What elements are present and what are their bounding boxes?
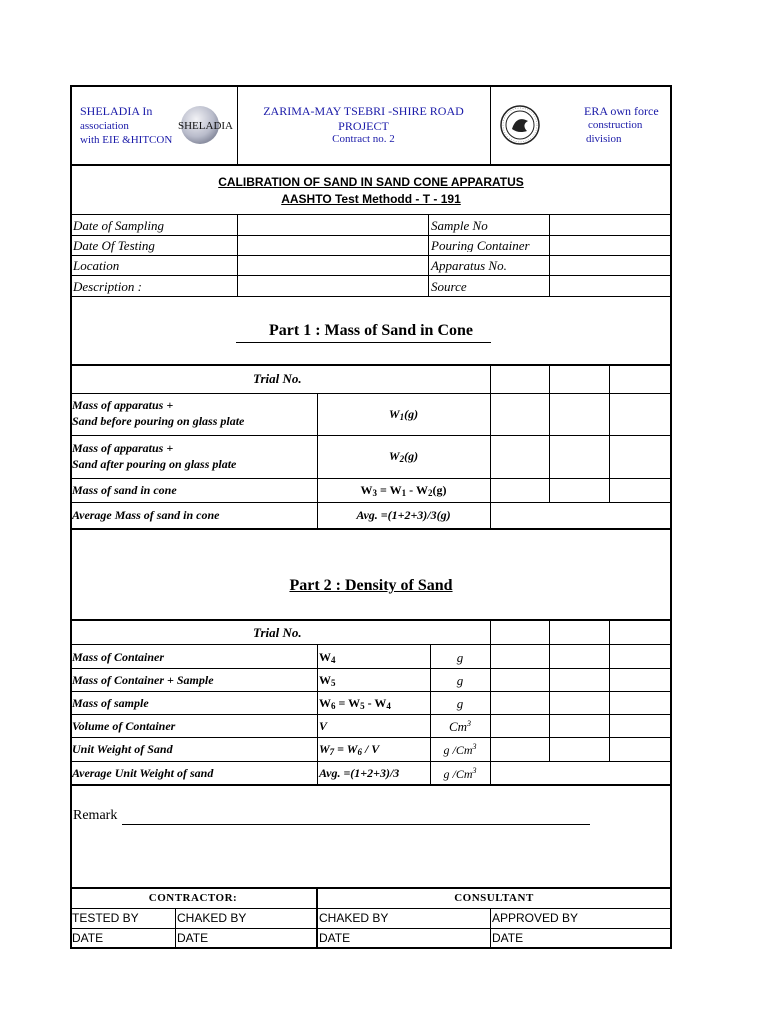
- w6-trial-3-cell[interactable]: [610, 692, 670, 714]
- border-top: [70, 85, 672, 87]
- w4-unit: g: [456, 650, 464, 665]
- part1-heading-underline: [236, 342, 491, 343]
- part2-trial-1-cell[interactable]: [491, 622, 549, 644]
- avg-unit-weight-cell[interactable]: [491, 762, 670, 784]
- v-trial-1-cell[interactable]: [491, 715, 549, 737]
- w6-trial-1-cell[interactable]: [491, 692, 549, 714]
- w6-unit: g: [456, 696, 464, 711]
- v-unit: Cm$^3$: [448, 719, 472, 734]
- v-trial-3-cell[interactable]: [610, 715, 670, 737]
- apparatus-no-label: Apparatus No.: [431, 258, 507, 273]
- era-line1: ERA own force: [584, 104, 659, 118]
- header-org-line1: SHELADIA In: [80, 104, 153, 118]
- date-of-testing-label: Date Of Testing: [73, 238, 155, 253]
- row-avg-label: Average Mass of sand in cone: [72, 508, 220, 522]
- w4-trial-3-cell[interactable]: [610, 645, 670, 668]
- description-field[interactable]: [238, 276, 428, 296]
- row-w2-symbol: $W_2(g)$: [388, 449, 419, 464]
- era-seal-icon: [499, 97, 541, 153]
- project-title-line1: ZARIMA-MAY TSEBRI -SHIRE ROAD: [263, 104, 464, 118]
- w5-trial-1-cell[interactable]: [491, 669, 549, 691]
- w5-trial-2-cell[interactable]: [550, 669, 609, 691]
- v-trial-2-cell[interactable]: [550, 715, 609, 737]
- consultant-checked-by-label: CHAKED BY: [319, 911, 389, 925]
- sample-no-label: Sample No: [431, 218, 488, 233]
- era-emblem: [499, 97, 541, 153]
- sample-no-field[interactable]: [550, 216, 670, 235]
- era-line3: division: [586, 133, 622, 145]
- logo-text: SHELADIA: [178, 120, 233, 132]
- contract-no: Contract no. 2: [332, 133, 395, 145]
- part1-trial-2-cell[interactable]: [550, 367, 609, 393]
- v-symbol: V: [319, 719, 328, 733]
- mass-of-container-label: Mass of Container: [72, 650, 165, 664]
- calibration-form: [70, 85, 672, 949]
- border-bottom: [70, 947, 672, 949]
- part1-trial-1-cell[interactable]: [491, 367, 549, 393]
- w5-trial-3-cell[interactable]: [610, 669, 670, 691]
- approved-by-label: APPROVED BY: [492, 911, 579, 925]
- form-title: CALIBRATION OF SAND IN SAND CONE APPARATUS: [218, 175, 524, 189]
- test-method: AASHTO Test Methodd - T - 191: [281, 192, 461, 206]
- row-w2-label-2: Sand after pouring on glass plate: [72, 457, 237, 471]
- source-field[interactable]: [550, 276, 670, 296]
- w2-trial-2-cell[interactable]: [550, 436, 609, 478]
- mass-of-sample-label: Mass of sample: [72, 696, 149, 710]
- w3-trial-3-cell[interactable]: [610, 479, 670, 502]
- w1-trial-1-cell[interactable]: [491, 394, 549, 435]
- w4-trial-2-cell[interactable]: [550, 645, 609, 668]
- part2-trial-3-cell[interactable]: [610, 622, 670, 644]
- row-avg-formula: Avg. =(1+2+3)/3(g): [356, 508, 451, 522]
- contractor-heading: CONTRACTOR:: [148, 892, 238, 904]
- w7-trial-2-cell[interactable]: [550, 738, 609, 761]
- w6-trial-2-cell[interactable]: [550, 692, 609, 714]
- volume-of-container-label: Volume of Container: [72, 719, 176, 733]
- header-org-line3: with EIE &HITCON: [80, 134, 173, 146]
- date-of-sampling-label: Date of Sampling: [73, 218, 164, 233]
- w7-trial-3-cell[interactable]: [610, 738, 670, 761]
- w5-unit: g: [456, 673, 464, 688]
- mass-container-sample-label: Mass of Container + Sample: [72, 673, 214, 687]
- row-w1-label-1: Mass of apparatus +: [72, 398, 174, 412]
- w5-symbol: $W_5$: [319, 673, 336, 688]
- apparatus-no-field[interactable]: [550, 256, 670, 275]
- contractor-checked-date-label: DATE: [177, 931, 209, 945]
- w3-trial-2-cell[interactable]: [550, 479, 609, 502]
- part1-trial-no-label: Trial No.: [253, 371, 302, 386]
- w7-unit: g /Cm$^3$: [443, 742, 477, 757]
- tested-date-label: DATE: [72, 931, 104, 945]
- consultant-heading: CONSULTANT: [454, 892, 534, 904]
- part1-heading: Part 1 : Mass of Sand in Cone: [268, 322, 473, 339]
- row-w1-symbol: $W_1(g)$: [388, 407, 419, 422]
- w7-symbol: $W_7 = W_6 / V$: [319, 742, 380, 757]
- pouring-container-label: Pouring Container: [431, 239, 530, 252]
- w7-trial-1-cell[interactable]: [491, 738, 549, 761]
- row-w3-formula: $W_3 = W_1 - W_2(g)$: [360, 483, 447, 498]
- header-org-line2: association: [80, 120, 129, 132]
- w1-trial-3-cell[interactable]: [610, 394, 670, 435]
- avg-unit-weight-label: Average Unit Weight of sand: [72, 766, 214, 780]
- project-title-line2: PROJECT: [338, 119, 389, 133]
- era-line2: construction: [588, 119, 643, 131]
- w2-trial-3-cell[interactable]: [610, 436, 670, 478]
- row-w3-label: Mass of sand in cone: [72, 483, 177, 497]
- w1-trial-2-cell[interactable]: [550, 394, 609, 435]
- date-of-sampling-field[interactable]: [238, 216, 428, 235]
- remark-label: Remark: [73, 808, 118, 823]
- row-w2-label-1: Mass of apparatus +: [72, 441, 174, 455]
- avg-symbol: Avg. =(1+2+3)/3: [319, 766, 400, 780]
- remark-line[interactable]: [122, 824, 590, 825]
- w4-trial-1-cell[interactable]: [491, 645, 549, 668]
- avg-mass-cell[interactable]: [491, 503, 670, 528]
- row-w1-label-2: Sand before pouring on glass plate: [72, 414, 245, 428]
- contractor-checked-by-label: CHAKED BY: [177, 911, 247, 925]
- location-field[interactable]: [238, 256, 428, 275]
- part1-trial-3-cell[interactable]: [610, 367, 670, 393]
- approved-date-label: DATE: [492, 931, 524, 945]
- source-label: Source: [431, 279, 467, 294]
- w6-symbol: $W_6 = W_5 - W_4$: [319, 696, 391, 711]
- pouring-container-field[interactable]: [550, 236, 670, 255]
- date-of-testing-field[interactable]: [238, 236, 428, 255]
- unit-weight-label: Unit Weight of Sand: [72, 742, 173, 756]
- part2-heading: Part 2 : Density of Sand: [289, 577, 453, 594]
- consultant-checked-date-label: DATE: [319, 931, 351, 945]
- w2-trial-1-cell[interactable]: [491, 436, 549, 478]
- tested-by-label: TESTED BY: [72, 911, 139, 925]
- part2-trial-2-cell[interactable]: [550, 622, 609, 644]
- w4-symbol: $W_4$: [319, 650, 336, 665]
- part2-trial-no-label: Trial No.: [253, 625, 302, 640]
- w3-trial-1-cell[interactable]: [491, 479, 549, 502]
- description-label: Description :: [73, 279, 142, 294]
- avg-unit: g /Cm$^3$: [443, 766, 477, 781]
- location-label: Location: [73, 258, 120, 273]
